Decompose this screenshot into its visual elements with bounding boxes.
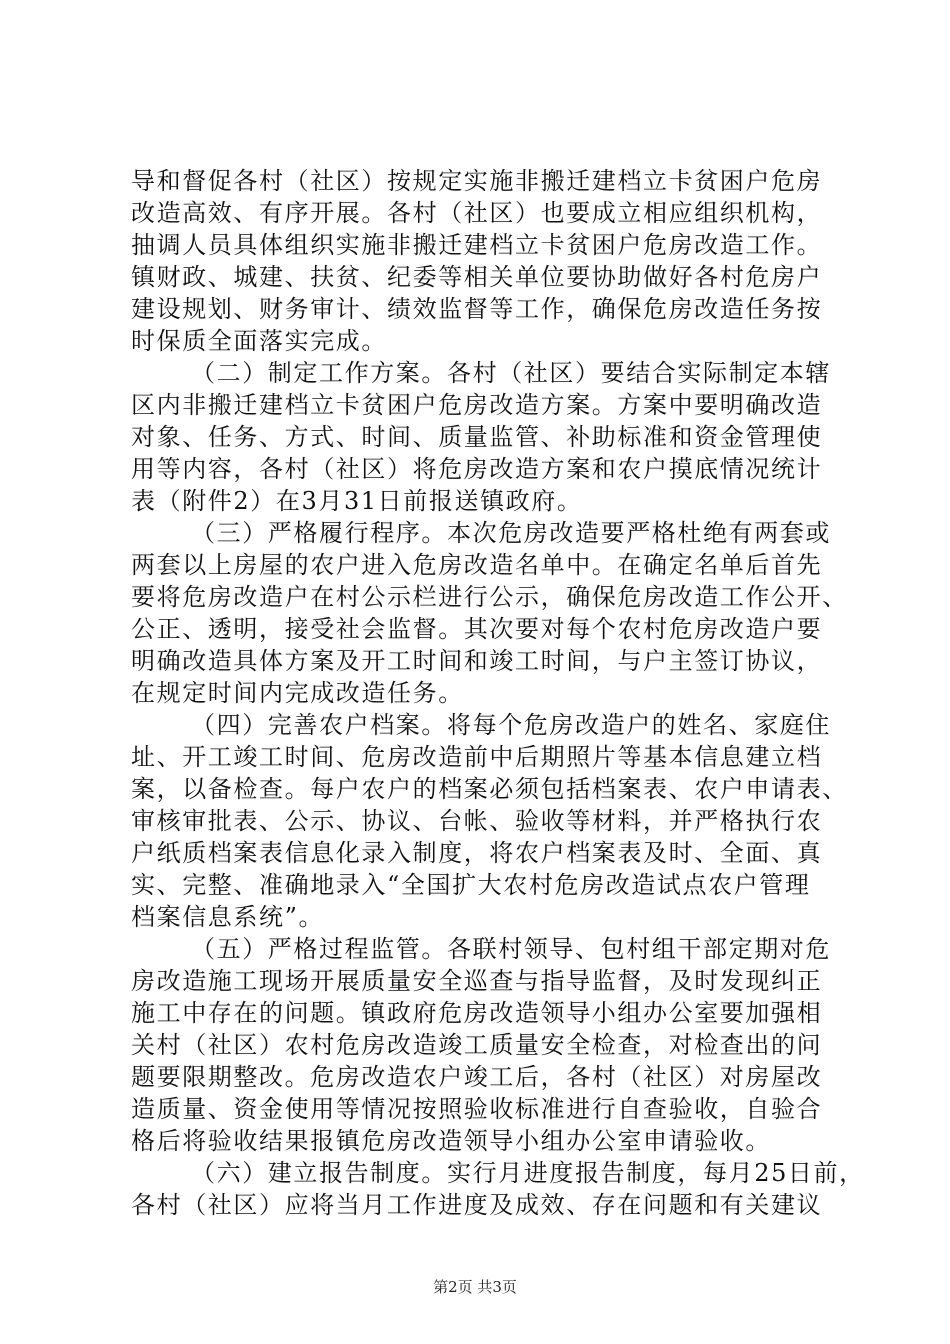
text-line: 两套以上房屋的农户进入危房改造名单中。在确定名单后首先 xyxy=(131,551,823,579)
text-line: 格后将验收结果报镇危房改造领导小组办公室申请验收。 xyxy=(131,1127,771,1155)
text-line: 时保质全面落实完成。 xyxy=(131,327,387,355)
text-line: 镇财政、城建、扶贫、纪委等相关单位要协助做好各村危房户 xyxy=(131,263,823,291)
text-line: 施工中存在的问题。镇政府危房改造领导小组办公室要加强相 xyxy=(131,999,823,1027)
text-line: 关村（社区）农村危房改造竣工质量安全检查，对检查出的问 xyxy=(131,1031,823,1059)
text-line: 档案信息系统”。 xyxy=(131,903,325,931)
text-line: 区内非搬迁建档立卡贫困户危房改造方案。方案中要明确改造 xyxy=(131,391,823,419)
text-line: 表（附件2）在3月31日前报送镇政府。 xyxy=(131,487,583,515)
text-line: 在规定时间内完成改造任务。 xyxy=(131,679,464,707)
document-body xyxy=(131,165,865,1221)
text-line: 造质量、资金使用等情况按照验收标准进行自查验收，自验合 xyxy=(131,1095,823,1123)
text-line: 要将危房改造户在村公示栏进行公示，确保危房改造工作公开、 xyxy=(131,583,848,611)
text-line: 改造高效、有序开展。各村（社区）也要成立相应组织机构， xyxy=(131,199,823,227)
paragraph-first-line: （二）制定工作方案。各村（社区）要结合实际制定本辖 xyxy=(191,359,831,387)
paragraph-first-line: （五）严格过程监管。各联村领导、包村组干部定期对危 xyxy=(191,935,831,963)
text-line: 建设规划、财务审计、绩效监督等工作，确保危房改造任务按 xyxy=(131,295,823,323)
text-line: 房改造施工现场开展质量安全巡查与指导监督，及时发现纠正 xyxy=(131,967,823,995)
text-line: 对象、任务、方式、时间、质量监管、补助标准和资金管理使 xyxy=(131,423,823,451)
text-line: 抽调人员具体组织实施非搬迁建档立卡贫困户危房改造工作。 xyxy=(131,231,823,259)
page-footer: 第2页 共3页 xyxy=(433,1278,517,1296)
text-line: 址、开工竣工时间、危房改造前中后期照片等基本信息建立档 xyxy=(131,743,823,771)
text-line: 用等内容，各村（社区）将危房改造方案和农户摸底情况统计 xyxy=(131,455,823,483)
text-line: 明确改造具体方案及开工时间和竣工时间，与户主签订协议， xyxy=(131,647,823,675)
text-line: 案，以备检查。每户农户的档案必须包括档案表、农户申请表、 xyxy=(131,775,848,803)
text-line: 审核审批表、公示、协议、台帐、验收等材料，并严格执行农 xyxy=(131,807,823,835)
text-line: 实、完整、准确地录入“全国扩大农村危房改造试点农户管理 xyxy=(131,871,811,899)
text-line: 题要限期整改。危房改造农户竣工后，各村（社区）对房屋改 xyxy=(131,1063,823,1091)
paragraph-first-line: （四）完善农户档案。将每个危房改造户的姓名、家庭住 xyxy=(191,711,831,739)
text-line: 户纸质档案表信息化录入制度，将农户档案表及时、全面、真 xyxy=(131,839,823,867)
paragraph-first-line: （三）严格履行程序。本次危房改造要严格杜绝有两套或 xyxy=(191,519,831,547)
text-line: 公正、透明，接受社会监督。其次要对每个农村危房改造户要 xyxy=(131,615,823,643)
text-line: 各村（社区）应将当月工作进度及成效、存在问题和有关建议 xyxy=(131,1191,823,1219)
paragraph-first-line: （六）建立报告制度。实行月进度报告制度，每月25日前， xyxy=(191,1159,865,1187)
text-line: 导和督促各村（社区）按规定实施非搬迁建档立卡贫困户危房 xyxy=(131,167,823,195)
